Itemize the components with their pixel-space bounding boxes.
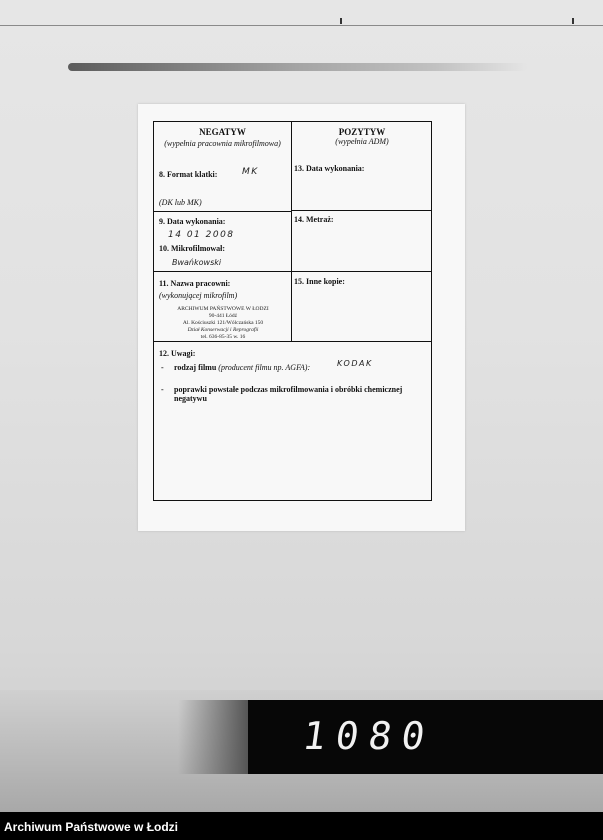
- archive-caption: Archiwum Państwowe w Łodzi: [4, 820, 179, 834]
- frame-number: 1080: [299, 714, 438, 758]
- nazwa-pracowni-label: 11. Nazwa pracowni:: [159, 279, 231, 288]
- data-wykonania-value: 14 01 2008: [168, 230, 235, 240]
- film-edge-line: [0, 25, 603, 26]
- caption-bar: [0, 812, 603, 840]
- metraz-label: 14. Metraż:: [294, 215, 334, 224]
- archive-stamp: ARCHIWUM PAŃSTWOWE W ŁODZI 90-441 Łódź Al. Kościuszki 121/Wólczańska 150 Dział Konserwacji i Reprografii tel. 636-85-35 w. 16: [177, 306, 269, 340]
- edge-tick-mark: [572, 18, 574, 24]
- form-sheet: [138, 104, 465, 531]
- edge-tick-mark: [340, 18, 342, 24]
- pozytyw-subtitle: (wypełnia ADM): [335, 137, 389, 146]
- mikrofilmowal-signature: Bwańkowski: [172, 258, 222, 267]
- format-klatki-hint: (DK lub MK): [159, 198, 202, 207]
- rodzaj-filmu-value: KODAK: [337, 359, 373, 368]
- bullet: -: [161, 363, 164, 372]
- pozytyw-title: POZYTYW: [338, 127, 386, 137]
- data-wykonania-pozytyw-label: 13. Data wykonania:: [294, 164, 365, 173]
- mikrofilmowal-label: 10. Mikrofilmował:: [159, 244, 226, 253]
- format-klatki-label: 8. Format klatki:: [159, 170, 218, 179]
- frame-counter: [248, 700, 603, 774]
- rodzaj-filmu-line: rodzaj filmu (producent filmu np. AGFA):: [174, 363, 311, 372]
- format-klatki-value: MK: [242, 167, 259, 177]
- data-wykonania-label: 9. Data wykonania:: [159, 217, 226, 226]
- bullet: -: [161, 385, 164, 394]
- poprawki-note: poprawki powstałe podczas mikrofilmowania i obróbki chemicznej negatywu: [174, 385, 403, 404]
- nazwa-pracowni-hint: (wykonującej mikrofilm): [159, 291, 238, 300]
- negatyw-title: NEGATYW: [199, 127, 246, 137]
- scan-smear: [68, 63, 528, 71]
- uwagi-label: 12. Uwagi:: [159, 349, 196, 358]
- inne-kopie-label: 15. Inne kopie:: [294, 277, 345, 286]
- negatyw-subtitle: (wypełnia pracownia mikrofilmowa): [164, 139, 281, 148]
- microfilm-form: [153, 121, 432, 501]
